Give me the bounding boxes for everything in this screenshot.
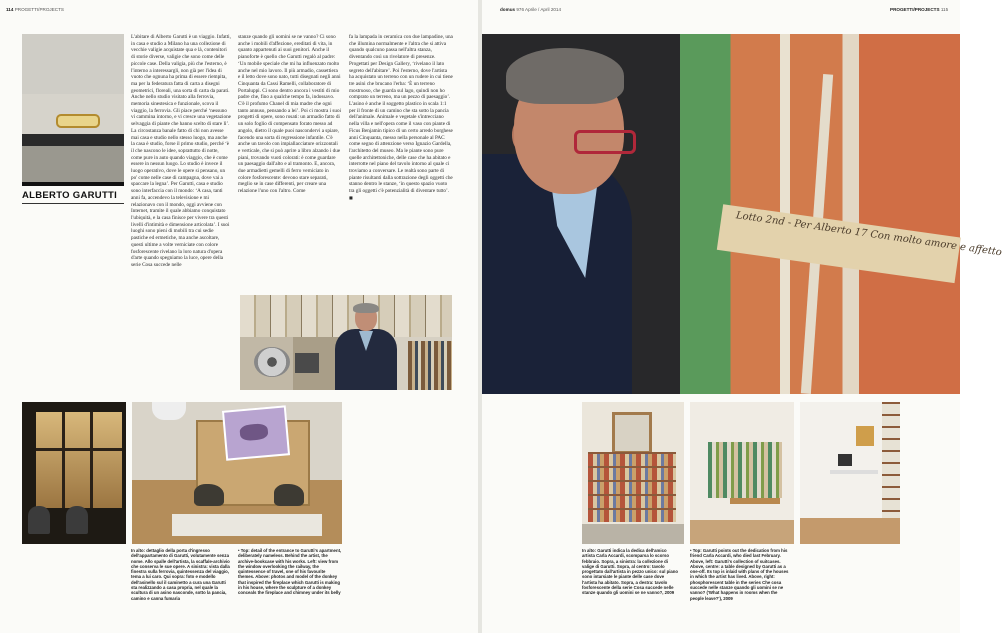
section-label-left: PROGETTI/PROJECTS (14, 7, 64, 12)
body-column-3 (349, 34, 453, 296)
caption-right-italian: In alto: Garutti indica la dedica dell'amico artista Carla Accardi, scomparsa lo scorso febbraio. Sopra, a sinistra: la collezione di valige di Garutti. Sopra, al centro: tavolo progettato dall'artista in pezzo unico: sul piano sono intarsiate le piante delle case dove l'artista ha abitato. Sopra, a destra: tavolo fosforescente della serie Cosa succede nelle stanze quando gli uomini se ne vanno?, 2009 (582, 548, 679, 596)
donkey-model-photo (132, 402, 342, 544)
magazine-name: domus (500, 7, 516, 12)
article-title: ALBERTO GARUTTI (22, 190, 118, 201)
page-number-left: 114 (6, 7, 14, 12)
caption-left-italian: In alto: dettaglio della porta d'ingresso dell'appartamento di Garutti, volutamente senza nome. Allo spalle dell'artista, la scaffale-archivio che conserva le sue opere. A sinistra: vista dalla finestra sulla ferrovia, quintessenza del viaggio, tema a lui caro. Qui sopra: foto e modello dell'asinello sul il caminetto a cura una Garutti sta realizzando a casa propria, nel quale la scultura di un asino nasconde, sotto la pancia, camino e canna fumaria (131, 548, 230, 601)
window-railway-photo (22, 402, 126, 544)
right-running-head-left (500, 7, 561, 12)
artist-studio-photo (240, 295, 452, 390)
door-detail-photo (22, 34, 124, 186)
section-label-right: PROGETTI/PROJECTS (890, 7, 940, 12)
title-rule (22, 203, 124, 204)
suitcase-collection-photo (582, 402, 684, 544)
body-column-3-text: fa la lampada in ceramica con due lampadine, una che illumina normalmente e l'altra che si attiva quando qualcuno passa nell'altra stanza, diventando così un rivelatore di presenze. Progettati per Design Gallery, ‘rivelano il lato segreto dell'abitare’. Poi l'esterno, dove l'artista ha acquistato un terreno con un rudere in cui tiene tre asini che brucano l'erba: ‘È un terreno mostruoso, che guarda sul lago, quindi non ho comprato un terreno, ma un pezzo di paesaggio’. L'asino è anche il soggetto plastico in scala 1:1 per il fronte di un camino che sta sotto la pancia dell'animale. Animale e vegetale s'intrecciano nella villa e nell'opera come il vaso con piante di Ficus Benjamin tipico di un certo arredo borghese anni Cinquanta, messo nella personale al PAC come segno di attenzione verso Ignazio Gardella, l'architetto del museo. Ma le piante sono pure quelle architettoniche, delle case che ha abitato e interrotte nel piano del tavolo intorno al quale ci troviamo a conversare. Le realtà sono parte di piante risultanti dalla sottrazione degli oggetti che stanno dentro le stanze, ‘in questo spazio vuoto tra gli oggetti c'è potenzialità di diventare tutto’. (349, 34, 453, 195)
body-column-1: L'abitare di Alberto Garutti è un viaggio. Infatti, in casa e studio a Milano ha una collezione di vecchie valigie acquistate qua e là, contenitori di storie diverse, valigie che sono come delle piccole case. Della valigia, più che l'esterno, è l'interno a interessargli, non già per l'idea di vuoto che ognuna ha prima di essere riempita, ma per la federatura fatta di carta a disegni geometrici, floreali, una sorta di carta da parati. Anche nello studio visitato alla ferrovia, memoria sinestesica e funzionale, scova il viaggio, la ferrovia. Gli piace perché ‘nessuno vi cammina intorno, e vi cresce una vegetazione selvaggia di piante che hanno scelto di stare lì’. La circostanza banale fatto di chi non avesse mai casa e studio nello stesso luogo, ma anche la casa è studio, forse il primo studio, perché ‘è il che nascono le idee, soprattutto di notte, come pure in auto quando viaggio, che è come essere in nessun luogo. Lo studio è invece il luogo operativo, dove le opere si pensano, un po' come nelle case di campagna, dove vai a spaccare la legna’. Per Garutti, casa e studio sono interfaccia con il mondo: ‘A casa, tanti anni fa, accendevo la televisione e mi relazionavo con il mondo, oggi avviene con Internet, tramite il quale abbiamo conquistato l'ubiquità, e la casa finisce per vivere tra questi livelli d'intimità e dimensione articolata’. I suoi luoghi sono pieni di mobili tra cui sedie pastiche ed ermetiche, ma anche ascoltare, questi ultime a volte verniciate con colore fosforescente rivelano la loro natura d'opera d'arte quando spegniamo la luce, opere della serie Cosa succede nelle (131, 34, 231, 268)
caption-right-english: • Top: Garutti points out the dedication from his friend Carla Accardi, who died last February. Above, left: Garutti's collection of suitcases. Above, centre: a table designed by Garutti as a one-off. Its top is inlaid with plans of the houses in which the artist has lived. Above, right: phosphorescent table in the series Che cosa succede nelle stanze quando gli uomini se ne vanno? ('What happens in rooms when the people leave?'), 2009 (690, 548, 789, 601)
phosphorescent-table-photo (800, 402, 900, 544)
left-running-head (6, 7, 64, 12)
end-mark: ■ (349, 194, 353, 200)
issue-label: 976 Aprile / April 2014 (516, 7, 562, 12)
red-glasses (574, 130, 636, 154)
page-number-right: 115 (940, 7, 949, 12)
caption-left-english: • Top: detail of the entrance to Garutti's apartment, deliberately nameless. Behind the artist, the archive-bookcase with his works. Left: view from the window overlooking the railway, the quintessence of travel, one of his favourite themes. Above: photos and model of the donkey that inspired the fireplace which Garutti is making in his house, where the sculpture of a donkey conceals the fireplace and chimney under its belly (238, 548, 342, 596)
dedication-handwriting: Lotto 2nd - Per Alberto 17 Con molto amore e affetto (735, 210, 1003, 259)
artist-hero-photo (482, 34, 1003, 394)
inlaid-table-photo (690, 402, 794, 544)
body-column-2: stanze quando gli uomini se ne vanno? Ci sono anche i mobili d'affezione, ereditati di vita, in quanto appartenuti ai suoi genitori. Anche il pianoforte è quello che Garutti regalò al padre: ‘Un mobile speciale che mi ha influenzato molto anche nel mio lavoro. Il più armadio, cassettiera e il letto dove sono nato, tutti disegnati negli anni Cinquanta da Cassi Ramelli, collaboratore di Portaluppi. Ci sono dentro ancora i vestiti di mio padre che, fino a qualche tempo fa, indossavo. C'è il profumo Chanel di mia madre che ogni tanto annuso, pensando a lei’. Poi ci mostra i suoi progetti di opere, sono rosati: un armadio fatto di un solo foglio di compensato forato messo ad angolo, dietro il quale puoi nascondervi a spiare, facendo una sorta di regressione infantile. C'è anche un tavolo con impiallacciature orizzontali e verticale, che si può aprire a libro alzando i due piani, trovando vuoti colorati: è come guardare un paesaggio dall'alto e al tramonto. E, ancora, due armadietti gemelli di ferro verniciato in colore fosforescente: devono stare separati, meglio se in case differenti, per creare una relazione l'uno con l'altro. Come (238, 34, 342, 195)
right-running-head-right (890, 7, 948, 12)
